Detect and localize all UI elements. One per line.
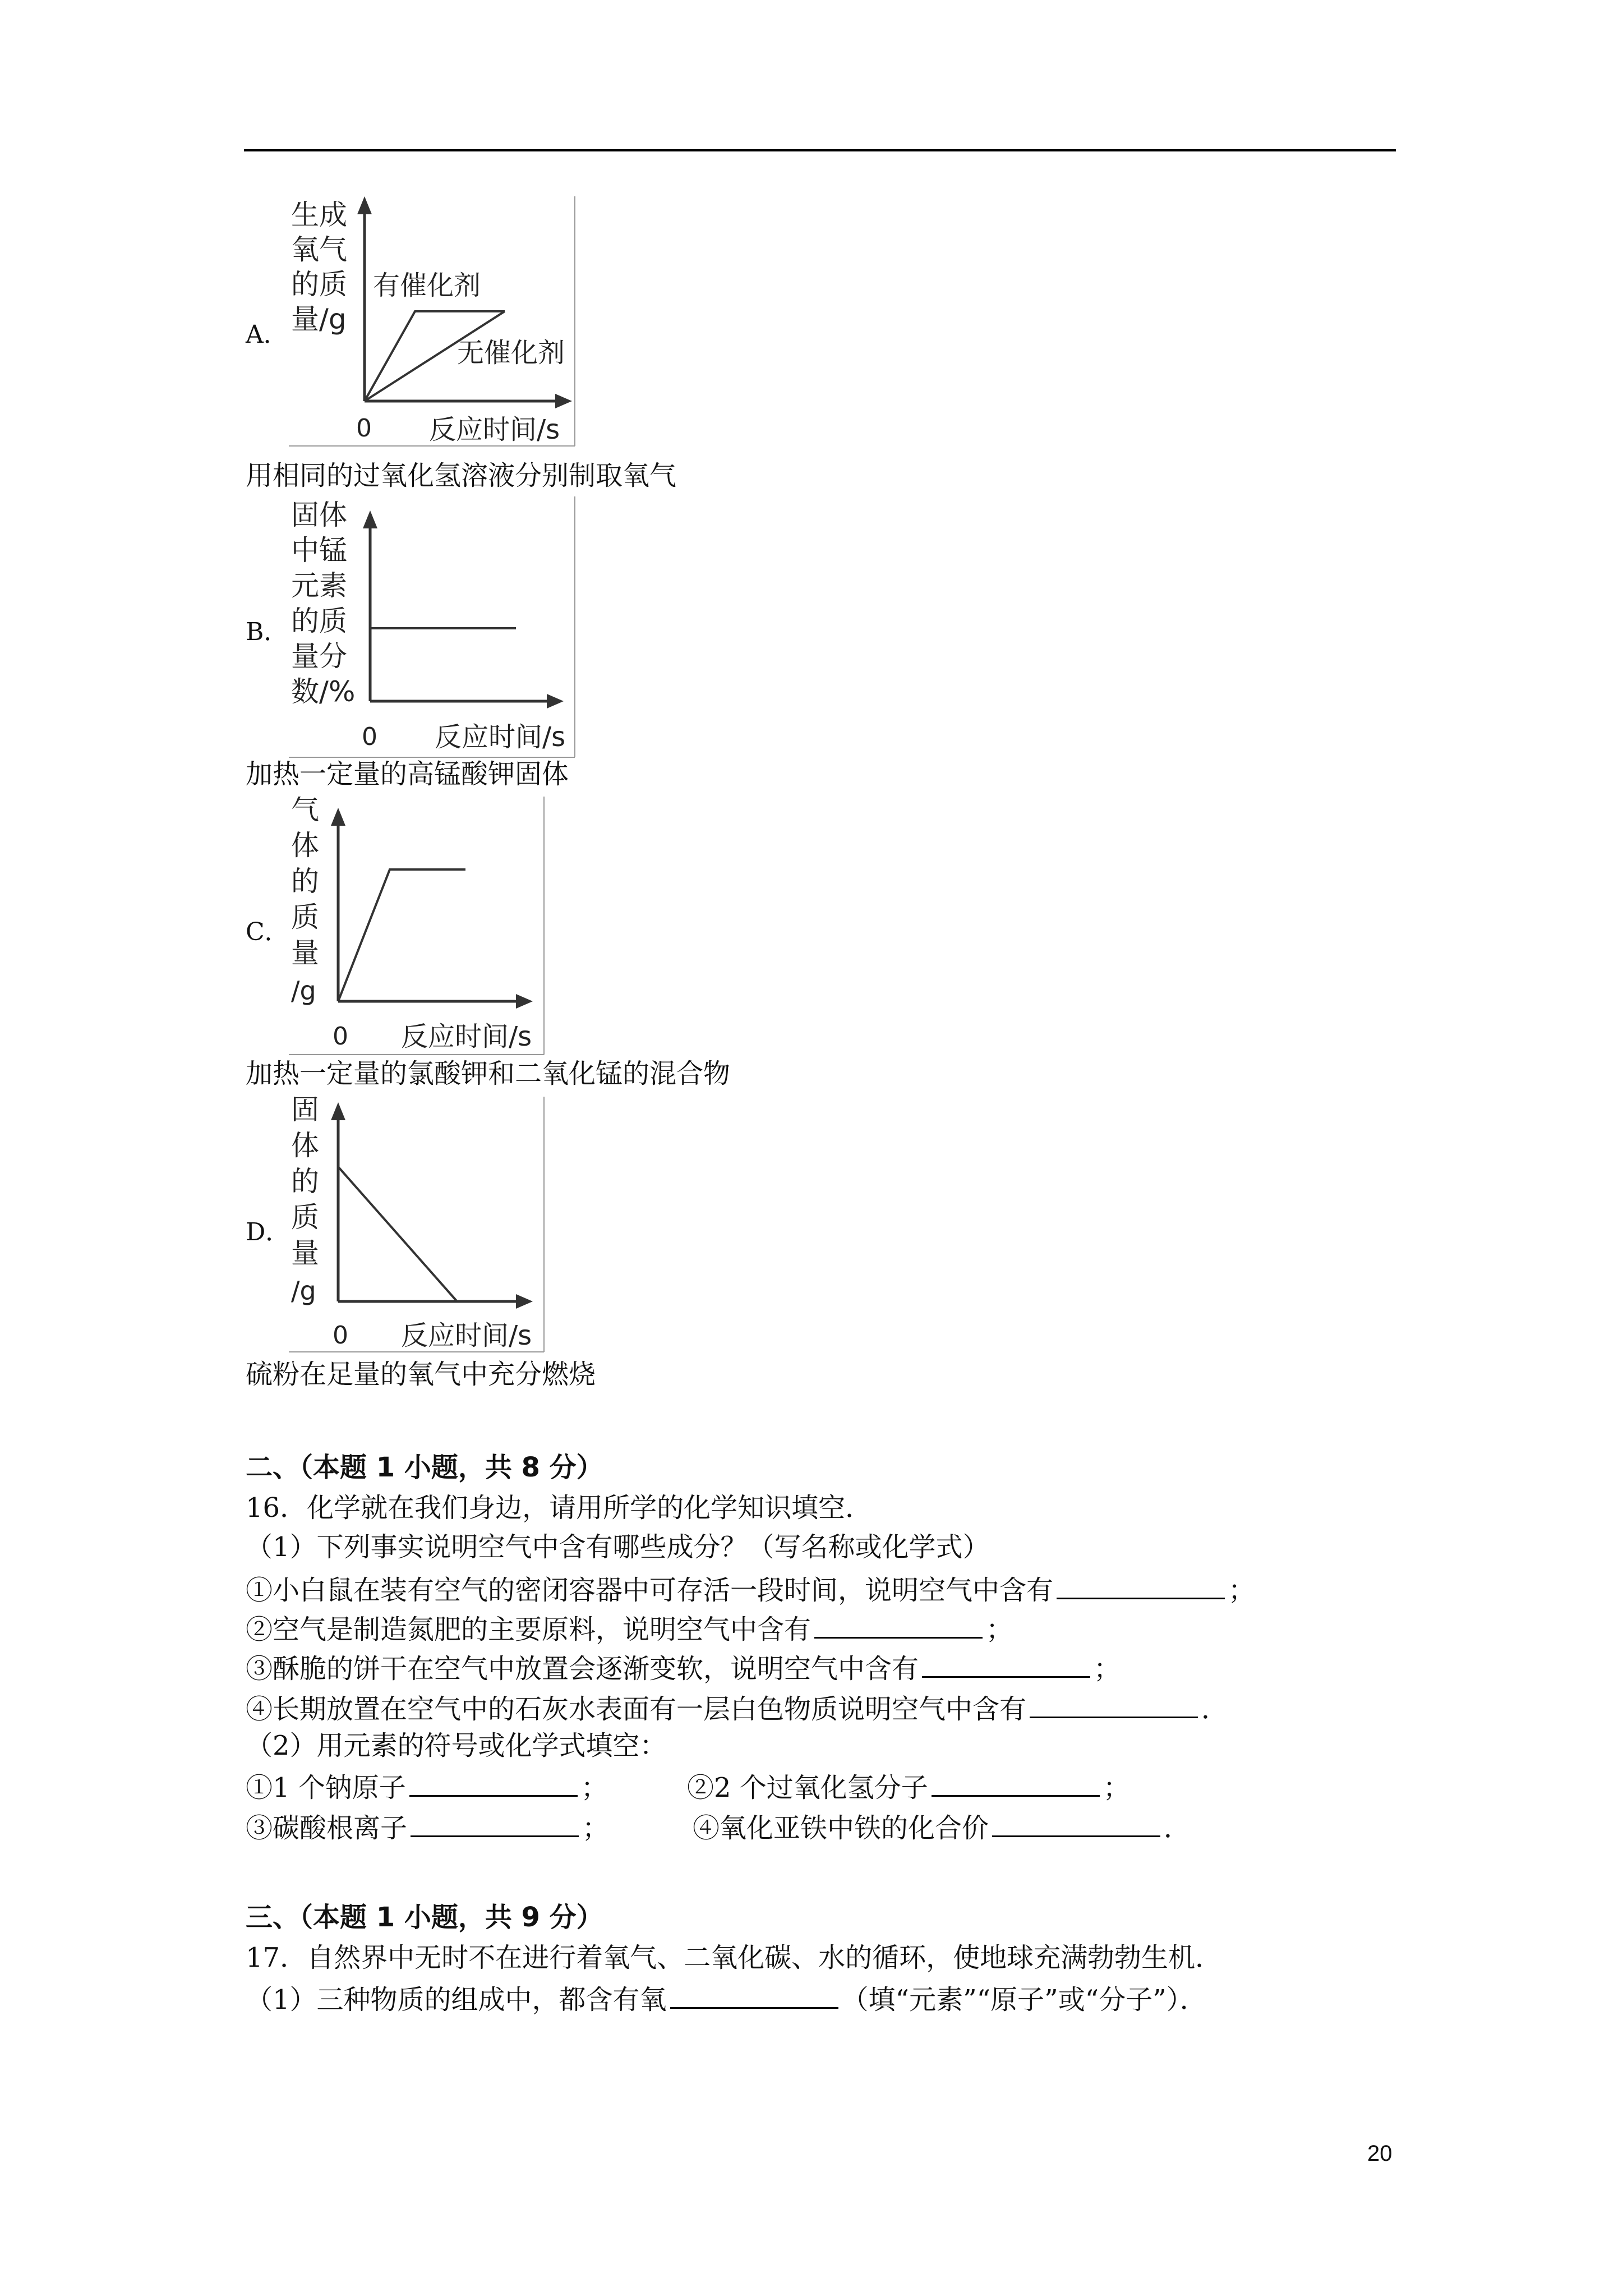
answer-blank[interactable] bbox=[670, 1979, 838, 2009]
section-2-heading: 二、（本题 1 小题，共 8 分） bbox=[246, 1452, 603, 1483]
answer-blank[interactable] bbox=[1057, 1570, 1225, 1599]
xlabel: 反应时间/s bbox=[429, 414, 560, 445]
question-17: 17．自然界中无时不在进行着氧气、二氧化碳、水的循环，使地球充满勃勃生机． bbox=[246, 1942, 1223, 1973]
q16-item-end: ； bbox=[1094, 1653, 1121, 1685]
q16-item-end: ； bbox=[580, 1772, 608, 1803]
q16-item-1 bbox=[246, 1570, 1255, 1608]
xlabel: 反应时间/s bbox=[401, 1320, 532, 1351]
q16-item-end: ． bbox=[1164, 1812, 1191, 1844]
q16-row-1-b bbox=[687, 1767, 1130, 1806]
question-16-part-2: （2）用元素的符号或化学式填空： bbox=[246, 1730, 667, 1761]
q16-item-end: ； bbox=[1103, 1772, 1130, 1803]
graph-d bbox=[289, 1097, 547, 1355]
caption-b: 加热一定量的高锰酸钾固体 bbox=[246, 758, 569, 790]
option-b-label: B． bbox=[246, 618, 289, 646]
ylabel-line: 量分 bbox=[291, 640, 347, 673]
q16-item-3 bbox=[246, 1648, 1121, 1687]
q17-text-before: （1）三种物质的组成中，都含有氧 bbox=[246, 1984, 667, 2016]
question-16-part-1: （1）下列事实说明空气中含有哪些成分？（写名称或化学式） bbox=[246, 1531, 990, 1563]
ylabel-line: /g bbox=[291, 1276, 316, 1306]
q16-row-2-a bbox=[246, 1807, 609, 1846]
answer-blank[interactable] bbox=[1030, 1688, 1198, 1718]
q16-item-2 bbox=[246, 1609, 1013, 1648]
ylabel-line: 体 bbox=[291, 829, 319, 862]
q16-row-1-a bbox=[246, 1767, 608, 1806]
ylabel-line: 的 bbox=[291, 1165, 319, 1198]
caption-d: 硫粉在足量的氧气中充分燃烧 bbox=[246, 1359, 596, 1390]
origin-label: 0 bbox=[362, 723, 377, 751]
q16-item-text: ④氧化亚铁中铁的化合价 bbox=[693, 1812, 989, 1844]
q16-item-end: ； bbox=[582, 1812, 610, 1844]
ylabel-line: 元素 bbox=[291, 569, 347, 602]
option-d-label: D． bbox=[246, 1218, 291, 1246]
origin-label: 0 bbox=[356, 414, 372, 443]
xlabel: 反应时间/s bbox=[401, 1021, 532, 1052]
answer-blank[interactable] bbox=[409, 1767, 578, 1797]
ylabel-line: 量/g bbox=[291, 303, 347, 335]
caption-c: 加热一定量的氯酸钾和二氧化锰的混合物 bbox=[246, 1058, 731, 1089]
ylabel-line: /g bbox=[291, 976, 316, 1006]
q16-item-text: ②2 个过氧化氢分子 bbox=[687, 1772, 928, 1803]
ylabel-line: 氧气 bbox=[291, 233, 347, 266]
q16-item-text: ①1 个钠原子 bbox=[246, 1772, 406, 1803]
q16-item-text: ③酥脆的饼干在空气中放置会逐渐变软，说明空气中含有 bbox=[246, 1653, 919, 1685]
ylabel-line: 的质 bbox=[291, 268, 347, 301]
curve-label-no-catalyst: 无催化剂 bbox=[457, 337, 565, 369]
ylabel-line: 的 bbox=[291, 865, 319, 898]
origin-label: 0 bbox=[333, 1022, 348, 1051]
q16-item-text: ④长期放置在空气中的石灰水表面有一层白色物质说明空气中含有 bbox=[246, 1694, 1027, 1725]
header-rule bbox=[244, 149, 1396, 151]
ylabel-line: 质 bbox=[291, 901, 319, 933]
caption-a: 用相同的过氧化氢溶液分别制取氧气 bbox=[246, 460, 677, 491]
graph-c bbox=[289, 797, 547, 1057]
option-a-label: A． bbox=[246, 320, 288, 349]
answer-blank[interactable] bbox=[411, 1807, 579, 1837]
ylabel-line: 固体 bbox=[291, 499, 347, 531]
ylabel-line: 固 bbox=[291, 1097, 319, 1126]
page-number: 20 bbox=[1367, 2141, 1393, 2166]
answer-blank[interactable] bbox=[992, 1807, 1160, 1837]
ylabel-line: 生成 bbox=[291, 199, 347, 231]
ylabel-line: 体 bbox=[291, 1129, 319, 1162]
ylabel-line: 中锰 bbox=[291, 534, 347, 567]
answer-blank[interactable] bbox=[814, 1609, 983, 1639]
origin-label: 0 bbox=[333, 1321, 348, 1350]
q16-item-text: ②空气是制造氮肥的主要原料，说明空气中含有 bbox=[246, 1614, 811, 1645]
ylabel-line: 的质 bbox=[291, 605, 347, 637]
q16-row-2-b bbox=[693, 1807, 1191, 1846]
q16-item-end: ； bbox=[1228, 1575, 1256, 1606]
xlabel: 反应时间/s bbox=[435, 721, 566, 753]
section-3-heading: 三、（本题 1 小题，共 9 分） bbox=[246, 1902, 603, 1933]
q16-item-text: ①小白鼠在装有空气的密闭容器中可存活一段时间，说明空气中含有 bbox=[246, 1575, 1054, 1606]
answer-blank[interactable] bbox=[932, 1767, 1100, 1797]
q17-text-after: （填“元素”“原子”或“分子”）． bbox=[841, 1984, 1207, 2016]
answer-blank[interactable] bbox=[922, 1648, 1090, 1678]
ylabel-line: 量 bbox=[291, 1237, 319, 1269]
q16-item-end: ； bbox=[986, 1614, 1013, 1645]
ylabel-line: 量 bbox=[291, 937, 319, 969]
curve-label-catalyst: 有催化剂 bbox=[373, 270, 481, 301]
graph-b bbox=[289, 496, 580, 760]
question-17-part-1 bbox=[246, 1979, 1207, 2018]
ylabel-line: 数/% bbox=[291, 675, 356, 708]
ylabel-line: 气 bbox=[291, 797, 319, 826]
question-16: 16．化学就在我们身边，请用所学的化学知识填空． bbox=[246, 1492, 873, 1524]
q16-item-text: ③碳酸根离子 bbox=[246, 1812, 408, 1844]
ylabel-line: 质 bbox=[291, 1201, 319, 1234]
q16-item-4 bbox=[246, 1688, 1228, 1727]
option-c-label: C． bbox=[246, 918, 289, 946]
q16-item-end: ． bbox=[1201, 1694, 1229, 1725]
graph-a bbox=[289, 196, 580, 449]
